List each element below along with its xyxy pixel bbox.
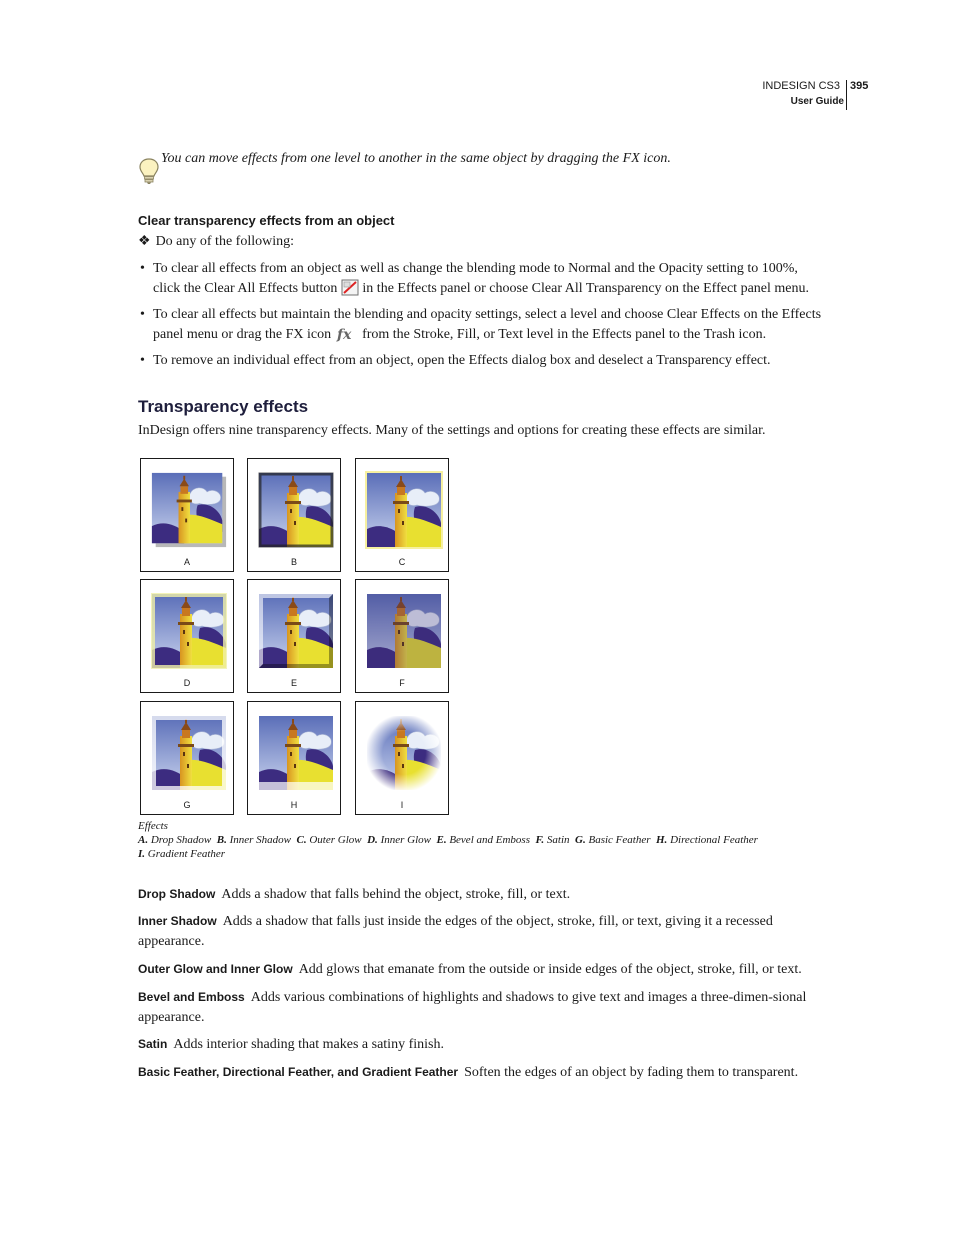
panel-label: D	[183, 678, 191, 688]
caption-text: Outer Glow	[309, 834, 362, 846]
caption-text: Directional Feather	[670, 834, 758, 846]
caption-letter: F.	[535, 834, 545, 846]
tip-text: You can move effects from one level to another in the same object by dragging the FX icon.	[161, 151, 671, 166]
step-marker: ❖	[138, 234, 151, 249]
figure-caption-line	[138, 848, 225, 860]
header-guide: User Guide	[790, 96, 844, 107]
caption-text: Bevel and Emboss	[449, 834, 530, 846]
lighthouse-image	[150, 592, 228, 670]
fx-icon	[335, 326, 359, 342]
bullet-marker: •	[140, 307, 145, 322]
definition-item	[138, 960, 828, 980]
caption-letter: B.	[216, 834, 227, 846]
header-product: INDESIGN CS3	[762, 80, 840, 92]
header-divider	[846, 80, 847, 110]
caption-letter: A.	[138, 834, 149, 846]
definition-item	[138, 1035, 828, 1055]
clear-all-effects-icon	[341, 279, 359, 296]
definition-item	[138, 988, 828, 1027]
definition-term: Outer Glow and Inner Glow	[138, 962, 293, 976]
step-text: Do any of the following:	[155, 234, 294, 249]
bullet1-text-b: in the Effects panel or choose Clear All Transparency on the Effect panel menu.	[362, 280, 809, 296]
bullet2-text-a: To clear all effects but maintain the blending and opacity settings, select a level and choose Clear Effects on the Effects panel menu or drag the FX icon	[153, 307, 822, 342]
caption-letter: I.	[138, 848, 146, 860]
caption-letter: G.	[575, 834, 586, 846]
figure-caption-line	[138, 834, 758, 846]
panel-label: E	[290, 678, 297, 688]
subheading-clear-effects: Clear transparency effects from an object	[138, 213, 395, 228]
lighthouse-image	[365, 714, 443, 792]
definition-text: Adds various combinations of highlights and shadows to give text and images a three-dimen-sional appearance.	[138, 990, 807, 1025]
lighthouse-image	[365, 592, 443, 670]
bullet1-text-a: To clear all effects from an object as well as change the blending mode to Normal and the Opacity setting to 100%, click the Clear All Effects button	[153, 261, 798, 296]
bullet-item	[138, 259, 828, 298]
definition-term: Bevel and Emboss	[138, 990, 245, 1004]
bullet2-text-b: from the Stroke, Fill, or Text level in the Effects panel to the Trash icon.	[362, 326, 767, 342]
figure-panel-e	[247, 579, 341, 693]
caption-letter: D.	[367, 834, 378, 846]
caption-text: Basic Feather	[588, 834, 651, 846]
definition-text: Adds interior shading that makes a satiny finish.	[173, 1037, 444, 1052]
panel-label: G	[183, 800, 191, 810]
panel-label: A	[183, 557, 190, 567]
caption-text: Gradient Feather	[147, 848, 226, 860]
definition-text: Adds a shadow that falls behind the object, stroke, fill, or text.	[221, 887, 571, 902]
bullet-item	[138, 305, 828, 344]
definition-term: Inner Shadow	[138, 914, 217, 928]
figure-panel-i	[355, 701, 449, 815]
figure-panel-f	[355, 579, 449, 693]
figure-panel-g	[140, 701, 234, 815]
bullet3-text: To remove an individual effect from an object, open the Effects dialog box and deselect a Transparency effect.	[153, 353, 771, 368]
panel-label: B	[290, 557, 297, 567]
definition-term: Drop Shadow	[138, 887, 216, 901]
page-number: 395	[850, 80, 869, 92]
definition-term: Basic Feather, Directional Feather, and Gradient Feather	[138, 1065, 459, 1079]
definition-item	[138, 912, 828, 951]
panel-label: H	[290, 800, 298, 810]
figure-panel-b	[247, 458, 341, 572]
figure-panel-c	[355, 458, 449, 572]
bullet-marker: •	[140, 261, 145, 276]
bullet-marker: •	[140, 353, 145, 368]
definition-item	[138, 885, 828, 905]
section-heading: Transparency effects	[138, 397, 309, 416]
caption-text: Inner Shadow	[229, 834, 292, 846]
lighthouse-image	[257, 714, 335, 792]
definition-term: Satin	[138, 1037, 168, 1051]
definition-item	[138, 1063, 828, 1083]
lighthouse-image	[257, 471, 335, 549]
step-instruction	[138, 233, 294, 250]
section-intro: InDesign offers nine transparency effects. Many of the settings and options for creating these effects are similar.	[138, 423, 766, 438]
figure-panel-h	[247, 701, 341, 815]
panel-label: C	[398, 557, 406, 567]
lightbulb-icon	[138, 157, 160, 185]
lighthouse-image	[257, 592, 335, 670]
caption-text: Drop Shadow	[150, 834, 212, 846]
lighthouse-image	[150, 471, 228, 549]
svg-text:fx: fx	[336, 326, 351, 342]
lighthouse-image	[150, 714, 228, 792]
figure-panel-a	[140, 458, 234, 572]
caption-text: Inner Glow	[380, 834, 431, 846]
figure-panel-d	[140, 579, 234, 693]
definition-text: Adds a shadow that falls just inside the edges of the object, stroke, fill, or text, giving it a recessed appearance.	[138, 914, 773, 949]
definition-text: Add glows that emanate from the outside or inside edges of the object, stroke, fill, or text.	[298, 962, 802, 977]
bullet-item	[138, 351, 828, 371]
definition-text: Soften the edges of an object by fading them to transparent.	[464, 1065, 799, 1080]
lighthouse-image	[365, 471, 443, 549]
caption-letter: C.	[296, 834, 307, 846]
caption-text: Satin	[546, 834, 570, 846]
caption-letter: H.	[656, 834, 668, 846]
panel-label: I	[400, 800, 404, 810]
caption-letter: E.	[436, 834, 447, 846]
figure-caption-title: Effects	[138, 820, 168, 832]
panel-label: F	[399, 678, 405, 688]
